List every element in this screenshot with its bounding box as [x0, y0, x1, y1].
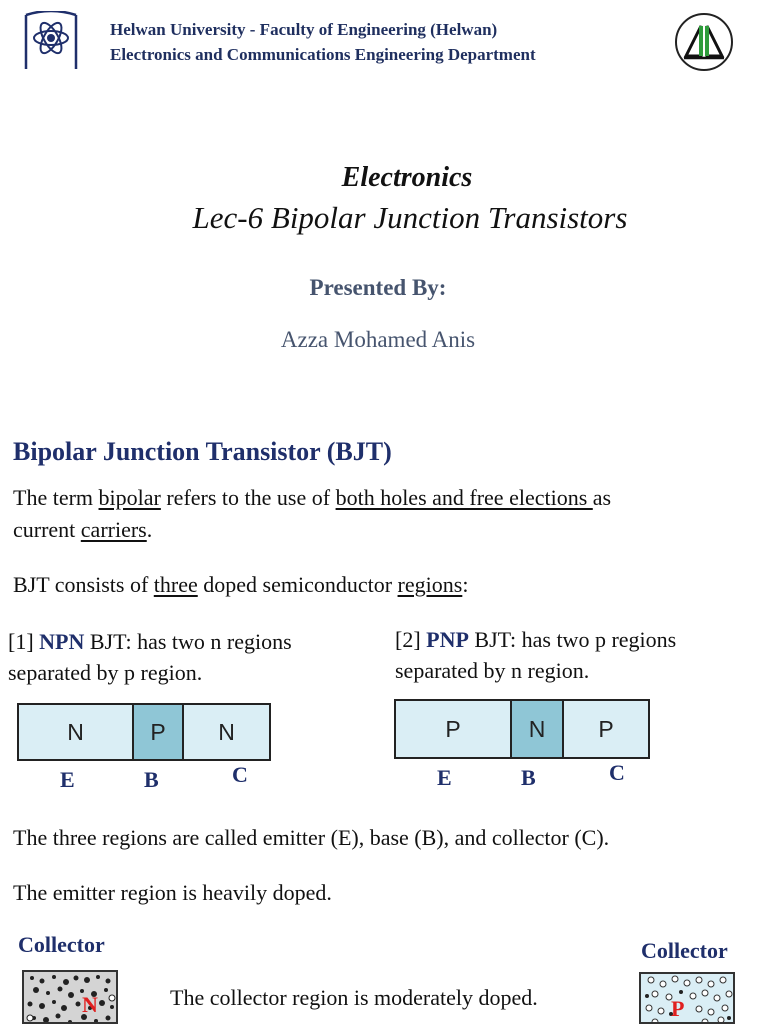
p1-underlined-carriers-desc: both holes and free elections	[335, 485, 593, 510]
pnp-description-line2: separated by n region.	[395, 658, 590, 683]
npn-label-b: B	[144, 767, 159, 792]
emitter-doping-sentence: The emitter region is heavily doped.	[13, 880, 332, 905]
p2-underlined-regions: regions	[397, 572, 463, 597]
p1-text: refers to the use of	[160, 485, 336, 510]
npn-prefix: [1]	[8, 629, 40, 654]
npn-description-line1	[8, 626, 292, 658]
pnp-emitter-region: P	[396, 701, 510, 757]
collector-n-letter: N	[82, 992, 98, 1017]
p1-text: The term	[13, 485, 99, 510]
p1-underlined-bipolar: bipolar	[98, 485, 161, 510]
pnp-label-e: E	[437, 765, 452, 790]
p2-underlined-three: three	[153, 572, 198, 597]
lecture-title: Lec-6 Bipolar Junction Transistors	[192, 200, 628, 235]
npn-name: NPN	[39, 629, 85, 654]
npn-label-e: E	[60, 767, 75, 792]
electron-dots-icon	[24, 972, 118, 1024]
pnp-label-b: B	[521, 765, 536, 790]
header-university: Helwan University - Faculty of Engineering (Helwan)	[110, 20, 498, 39]
hole-dots-icon	[641, 974, 735, 1024]
collector-p-region-box	[639, 972, 735, 1024]
collector-n-region-box	[22, 970, 118, 1024]
collector-doping-sentence: The collector region is moderately doped.	[170, 985, 538, 1010]
p1-text: as	[592, 485, 612, 510]
pnp-name: PNP	[426, 627, 469, 652]
pnp-label-c: C	[609, 760, 625, 785]
pnp-base-region: N	[510, 701, 562, 757]
npn-label-c: C	[232, 762, 248, 787]
pnp-prefix: [2]	[395, 627, 427, 652]
collector-label-right: Collector	[641, 938, 728, 963]
npn-line1: BJT: has two n regions	[84, 629, 292, 654]
npn-emitter-region: N	[19, 705, 132, 759]
collector-label-left: Collector	[18, 932, 105, 957]
pnp-region-bar	[394, 699, 650, 759]
pnp-description-line1	[395, 624, 676, 656]
pnp-collector-region: P	[562, 701, 648, 757]
npn-collector-region: N	[182, 705, 269, 759]
section-heading: Bipolar Junction Transistor (BJT)	[13, 437, 392, 466]
presenter-name: Azza Mohamed Anis	[280, 327, 476, 352]
p2-text: :	[462, 572, 469, 597]
university-crest-icon	[22, 11, 80, 71]
regions-paragraph	[13, 569, 468, 601]
collector-p-letter: P	[671, 996, 685, 1021]
npn-region-bar	[17, 703, 271, 761]
p1-text: current	[13, 517, 81, 542]
presented-by-label: Presented By:	[309, 275, 447, 300]
npn-description-line2: separated by p region.	[8, 660, 203, 685]
header-department: Electronics and Communications Engineering Department	[110, 45, 536, 64]
bipolar-paragraph-line2	[13, 514, 152, 546]
regions-named-sentence: The three regions are called emitter (E), base (B), and collector (C).	[13, 825, 610, 850]
pnp-line1: BJT: has two p regions	[468, 627, 677, 652]
p2-text: BJT consists of	[13, 572, 154, 597]
p2-text: doped semiconductor	[197, 572, 398, 597]
bipolar-paragraph-line1	[13, 482, 611, 514]
course-title: Electronics	[341, 162, 473, 193]
npn-base-region: P	[132, 705, 182, 759]
department-logo-icon	[674, 12, 734, 72]
p1-underlined-carriers: carriers	[80, 517, 147, 542]
p1-text: .	[146, 517, 153, 542]
